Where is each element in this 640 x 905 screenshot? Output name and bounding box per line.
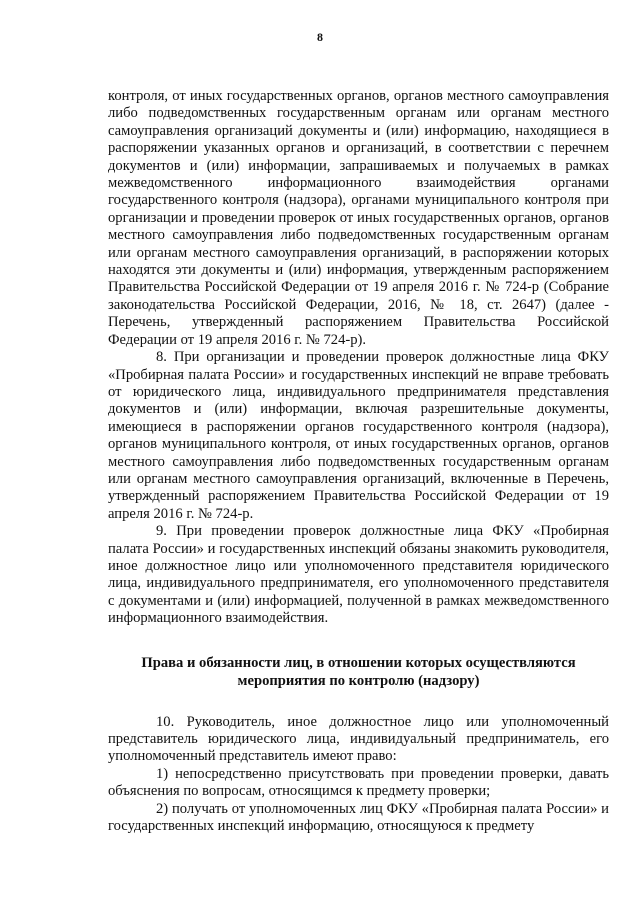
- paragraph-continuation: контроля, от иных государственных органов, органов местного самоуправления либо подведомственных государственным органам или органам местного самоуправления организаций документы и (или) информацию, находящиеся в распоряжении указанных органов и организаций, в соответствии с перечнем документов и (или) информации, запрашиваемых и получаемых в рамках межведомственного информационного взаимодействия органами государственного контроля (надзора), органами муниципального контроля при организации и проведении проверок от иных государственных органов, органов местного самоуправления либо подведомственных государственным органам или органам местного самоуправления организаций, в распоряжении которых находятся эти документы и (или) информация, утвержденным распоряжением Правительства Российской Федерации от 19 апреля 2016 г. № 724-р (Собрание законодательства Российской Федерации, 2016, № 18, ст. 2647) (далее - Перечень, утвержденный распоряжением Правительства Российской Федерации от 19 апреля 2016 г. № 724-р).: [108, 88, 609, 348]
- paragraph-item-10: 10. Руководитель, иное должностное лицо или уполномоченный представитель юридического лица, индивидуальный предприниматель, его уполномоченный представитель имеют право:: [108, 713, 609, 765]
- list-item-2: 2) получать от уполномоченных лиц ФКУ «Пробирная палата России» и государственных инспекций информацию, относящуюся к предмету: [108, 800, 609, 835]
- paragraph-item-8: 8. При организации и проведении проверок должностные лица ФКУ «Пробирная палата России» и государственных инспекций не вправе требовать от юридического лица, индивидуального предпринимателя представления документов и (или) информации, включая разрешительные документы, имеющиеся в распоряжении органов государственного контроля (надзора), органов муниципального контроля, от иных государственных органов, органов местного самоуправления либо подведомственных государственным органам или органам местного самоуправления организаций, включенные в Перечень, утвержденный распоряжением Правительства Российской Федерации от 19 апреля 2016 г. № 724-р.: [108, 349, 609, 522]
- section-heading: Права и обязанности лиц, в отношении которых осуществляются мероприятия по контролю (надзору): [141, 654, 576, 689]
- page-number: 8: [317, 30, 323, 44]
- document-body: [108, 88, 609, 835]
- paragraph-item-9: 9. При проведении проверок должностные лица ФКУ «Пробирная палата России» и государственных инспекций обязаны знакомить руководителя, иное должностное лицо или уполномоченного представителя юридического лица, индивидуального предпринимателя, его уполномоченного представителя с документами и (или) информацией, полученной в рамках межведомственного информационного взаимодействия.: [108, 523, 609, 627]
- list-item-1: 1) непосредственно присутствовать при проведении проверки, давать объяснения по вопросам, относящимся к предмету проверки;: [108, 765, 609, 800]
